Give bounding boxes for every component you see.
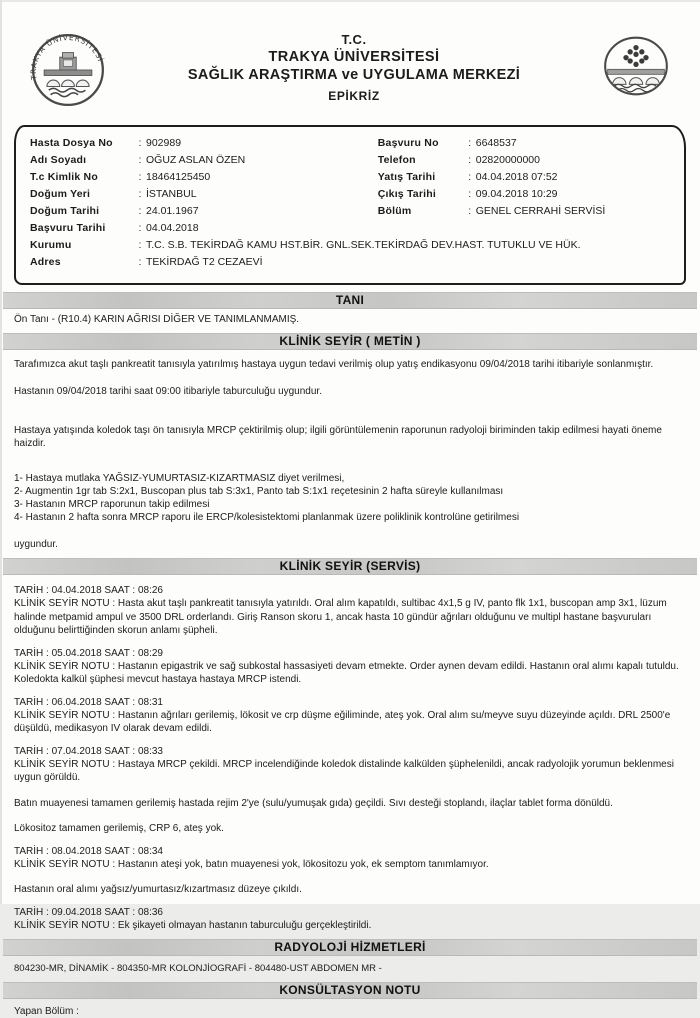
yapan-bolum-line: Yapan Bölüm : <box>14 1006 79 1017</box>
metin-paragraph-uygundur: uygundur. <box>14 539 58 550</box>
field-value: 18464125450 <box>146 171 211 183</box>
list-item: 4- Hastanın 2 hafta sonra MRCP raporu ile ERCP/kolesistektomi planlanmak üzere poliklinik kontrolüne getirilmesi <box>14 512 520 523</box>
field-value: GENEL CERRAHİ SERVİSİ <box>475 205 606 217</box>
discharge-instructions-list <box>0 472 700 524</box>
document-header <box>0 0 700 119</box>
field-hasta-dosya-no: Hasta Dosya No : 902989 <box>30 135 378 152</box>
note-date-line: TARİH : 08.04.2018 SAAT : 08:34 <box>14 845 163 857</box>
field-value: 04.04.2018 <box>146 222 199 234</box>
section-header-konsultasyon: KONSÜLTASYON NOTU <box>3 982 697 999</box>
field-value: 04.04.2018 07:52 <box>475 171 558 183</box>
list-item: 3- Hastanın MRCP raporunun takip edilmesi <box>14 499 210 510</box>
note-text: KLİNİK SEYİR NOTU : Hastaya MRCP çekildi. MRCP incelendiğinde koledok distalinde kalkülden şüphelenildi, ancak radyolojik yorumun beklenmesi uygun görüldü. <box>14 758 674 783</box>
field-value: TEKİRDAĞ T2 CEZAEVİ <box>146 256 263 268</box>
field-value: T.C. S.B. TEKİRDAĞ KAMU HST.BİR. GNL.SEK.TEKİRDAĞ DEV.HAST. TUTUKLU VE HÜK. <box>146 239 581 251</box>
list-item: 1- Hastaya mutlaka YAĞSIZ-YUMURTASIZ-KIZARTMASIZ diyet verilmesi, <box>14 473 345 484</box>
field-value: 902989 <box>146 137 182 149</box>
section-header-klinik-seyir-metin: KLİNİK SEYİR ( METİN ) <box>3 333 697 350</box>
field-label: Kurumu <box>30 239 72 251</box>
field-telefon: Telefon : 02820000000 <box>378 152 674 169</box>
note-date-line: TARİH : 06.04.2018 SAAT : 08:31 <box>14 696 163 708</box>
section-header-tani: TANI <box>3 292 697 309</box>
clinical-note-entry <box>0 906 700 933</box>
field-label: Bölüm <box>377 205 412 217</box>
field-dogum-tarihi: Doğum Tarihi : 24.01.1967 <box>30 203 378 220</box>
clinical-note-entry <box>0 696 700 736</box>
document-type-title: EPİKRİZ <box>328 89 380 103</box>
clinical-note-entry <box>0 845 700 897</box>
patient-info-box <box>14 125 686 285</box>
svg-text:TRAKYA ÜNİVERSİTESİ: TRAKYA ÜNİVERSİTESİ <box>28 32 106 81</box>
list-item: 2- Augmentin 1gr tab S:2x1, Buscopan plus tab S:3x1, Panto tab S:1x1 reçetesinin 2 hafta süreyle kullanılması <box>14 486 504 497</box>
field-tc-kimlik-no: T.c Kimlik No : 18464125450 <box>30 169 378 186</box>
header-title-block <box>114 26 594 103</box>
field-value: 09.04.2018 10:29 <box>475 188 558 200</box>
note-text: KLİNİK SEYİR NOTU : Ek şikayeti olmayan hastanın taburculuğu gerçekleştirildi. <box>14 919 372 931</box>
field-kurumu: Kurumu : T.C. S.B. TEKİRDAĞ KAMU HST.BİR. GNL.SEK.TEKİRDAĞ DEV.HAST. TUTUKLU VE HÜK. <box>30 237 674 254</box>
field-value: 24.01.1967 <box>146 205 199 217</box>
field-basvuru-tarihi: Başvuru Tarihi : 04.04.2018 <box>30 220 378 237</box>
note-date-line: TARİH : 04.04.2018 SAAT : 08:26 <box>14 585 163 596</box>
note-extra-paragraph: Batın muayenesi tamamen gerilemiş hastada rejim 2'ye (sulu/yumuşak gıda) geçildi. Sıvı desteği stoplandı, ilaçlar tablet forma dönüldü. <box>14 797 613 809</box>
note-text: KLİNİK SEYİR NOTU : Hastanın ağrıları gerilemiş, lökosit ve crp düşme eğiliminde, ateş yok. Oral alım su/meyve suyu düzeyinde açıldı. DRL 2500'e düşüldü, medikasyon IV olarak devam edildi. <box>14 709 671 734</box>
note-text: KLİNİK SEYİR NOTU : Hastanın epigastrik ve sağ subkostal hassasiyeti devam etmekte. Order aynen devam edildi. Hastanın oral alımı kapalı tutuldu. Koledokta kalkül şüphesi mevcut hastaya hastaya MRCP istendi. <box>14 660 679 685</box>
field-label: Adres <box>30 256 61 268</box>
note-text: KLİNİK SEYİR NOTU : Hasta akut taşlı pankreatit tanısıyla yatırıldı. Oral alım kapatıldı, sultibac 4x1,5 g IV, panto flk 1x1, buscopan amp 3x1, lüzum halinde metpamid ampul ve 3500 DRL orderlandı. Giriş Ranson skoru 1, ancak hasta 10 gündür ağrıları olduğunu ve multipl hastane başvuruları olduğunu belirttiğinden skorun anlamı şüpheli. <box>14 598 667 636</box>
patient-info-left-column <box>30 135 378 237</box>
radiology-services-line: 804230-MR, DİNAMİK - 804350-MR KOLONJİOGRAFİ - 804480-UST ABDOMEN MR - <box>14 963 382 974</box>
field-label: Telefon <box>377 154 416 166</box>
metin-paragraph-1: Tarafımızca akut taşlı pankreatit tanısıyla yatırılmış hastaya uygun tedavi verilmiş olup yatış endikasyonu 09/04/2018 tarihi itibariyle sonlanmıştır. <box>14 359 654 370</box>
field-label: Adı Soyadı <box>30 154 87 166</box>
clinical-note-entry <box>0 584 700 638</box>
field-value: 6648537 <box>475 137 517 149</box>
note-extra-paragraph: Lökositoz tamamen gerilemiş, CRP 6, ateş yok. <box>14 823 224 834</box>
on-tani-line: Ön Tanı - (R10.4) KARIN AĞRISI DİĞER VE TANIMLANMAMIŞ. <box>14 314 300 325</box>
field-label: Başvuru Tarihi <box>30 222 106 234</box>
metin-paragraph-3: Hastaya yatışında koledok taşı ön tanısıyla MRCP çektirilmiş olup; ilgili görüntülemenin raporunun radyoloji biriminden takip edilmesi hayati öneme haizdir. <box>14 425 662 449</box>
field-label: Yatış Tarihi <box>377 171 436 183</box>
field-label: Doğum Tarihi <box>30 205 100 217</box>
field-adres: Adres : TEKİRDAĞ T2 CEZAEVİ <box>30 254 674 271</box>
field-label: Doğum Yeri <box>30 188 91 200</box>
field-label: Başvuru No <box>377 137 439 149</box>
header-tc: T.C. <box>341 32 367 47</box>
field-dogum-yeri: Doğum Yeri : İSTANBUL <box>30 186 378 203</box>
clinical-note-entry <box>0 745 700 836</box>
field-label: T.c Kimlik No <box>30 171 98 183</box>
note-date-line: TARİH : 09.04.2018 SAAT : 08:36 <box>14 906 163 918</box>
header-university-name: TRAKYA ÜNİVERSİTESİ <box>268 49 440 65</box>
field-value: 02820000000 <box>475 154 540 166</box>
hospital-seal-icon <box>594 26 678 111</box>
section-header-klinik-seyir-servis: KLİNİK SEYİR (SERVİS) <box>3 558 697 575</box>
trakya-university-seal-icon <box>22 26 114 119</box>
field-bolum: Bölüm : GENEL CERRAHİ SERVİSİ <box>378 203 674 220</box>
patient-info-right-column <box>378 135 674 237</box>
field-value: İSTANBUL <box>146 188 197 200</box>
field-cikis-tarihi: Çıkış Tarihi : 09.04.2018 10:29 <box>378 186 674 203</box>
header-center-name: SAĞLIK ARAŞTIRMA ve UYGULAMA MERKEZİ <box>187 67 521 83</box>
field-label: Hasta Dosya No <box>30 137 113 149</box>
note-date-line: TARİH : 05.04.2018 SAAT : 08:29 <box>14 647 163 659</box>
metin-paragraph-2: Hastanın 09/04/2018 tarihi saat 09:00 itibariyle taburculuğu uygundur. <box>14 386 322 397</box>
note-text: KLİNİK SEYİR NOTU : Hastanın ateşi yok, batın muayenesi yok, lökositozu yok, ek semptom tanımlamıyor. <box>14 858 489 870</box>
note-extra-paragraph: Hastanın oral alımı yağsız/yumurtasız/kızartmasız düzeye çıkıldı. <box>14 884 302 895</box>
field-label: Çıkış Tarihi <box>377 188 436 200</box>
field-basvuru-no: Başvuru No : 6648537 <box>378 135 674 152</box>
field-yatis-tarihi: Yatış Tarihi : 04.04.2018 07:52 <box>378 169 674 186</box>
field-value: OĞUZ ASLAN ÖZEN <box>146 154 246 166</box>
field-adi-soyadi: Adı Soyadı : OĞUZ ASLAN ÖZEN <box>30 152 378 169</box>
section-header-radyoloji: RADYOLOJİ HİZMETLERİ <box>3 939 697 956</box>
clinical-note-entry <box>0 647 700 687</box>
note-date-line: TARİH : 07.04.2018 SAAT : 08:33 <box>14 745 163 757</box>
